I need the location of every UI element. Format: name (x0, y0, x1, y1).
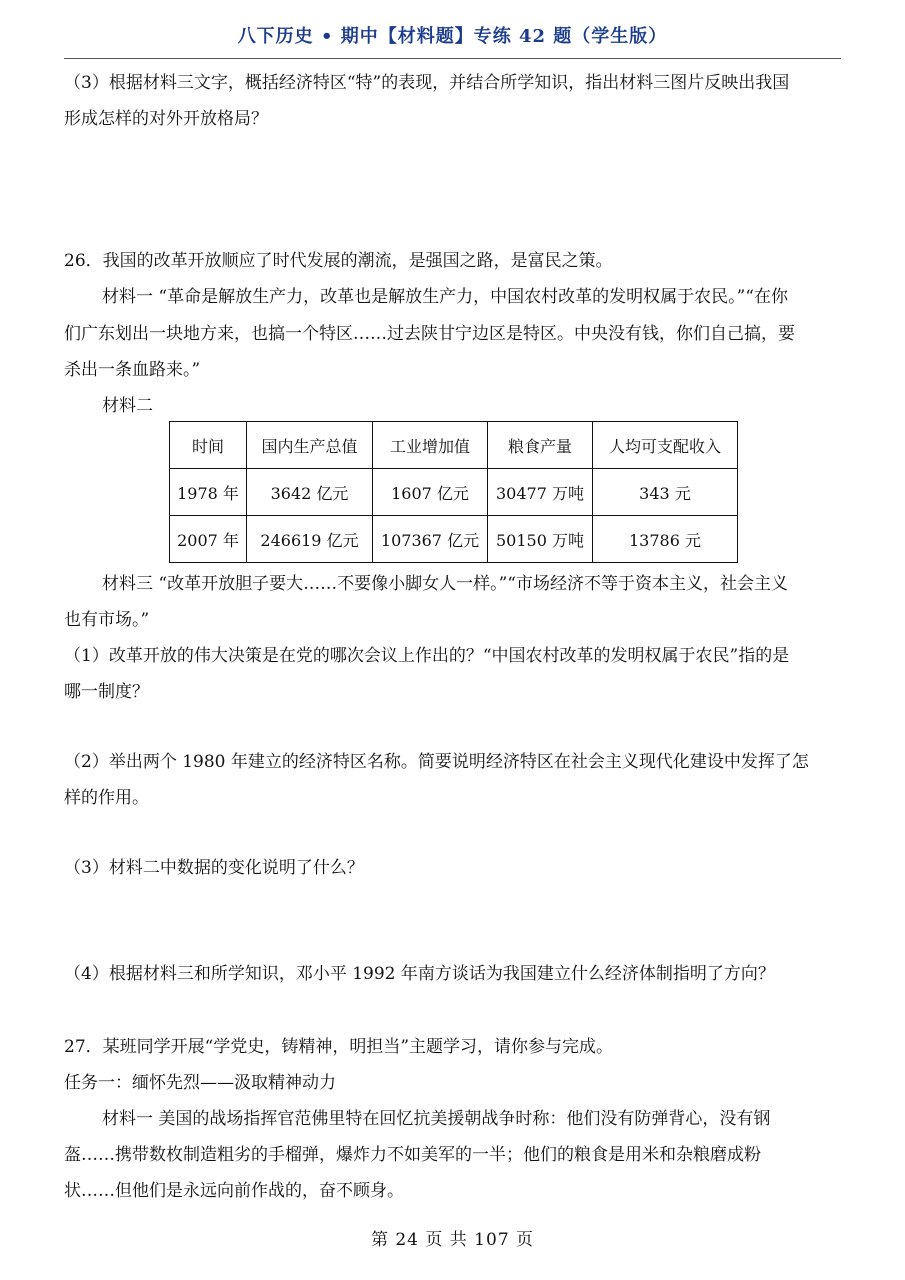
table-header-cell: 人均可支配收入 (593, 422, 738, 469)
table-header-cell: 时间 (170, 422, 247, 469)
table-header-cell: 国内生产总值 (247, 422, 373, 469)
q27-material-1-line-2: 盔……携带数枚制造粗劣的手榴弹，爆炸力不如美军的一半；他们的粮食是用米和杂粮磨成粉 (64, 1145, 761, 1165)
q26-2-line-2: 样的作用。 (64, 788, 149, 808)
q25-3-line-1: （3）根据材料三文字，概括经济特区“特”的表现，并结合所学知识，指出材料三图片反映出我国 (64, 73, 790, 93)
q26-material-1-line-3: 杀出一条血路来。” (64, 360, 201, 380)
q26-material-1-line-1: 材料一 “革命是解放生产力，改革也是解放生产力，中国农村改革的发明权属于农民。”“在你 (102, 287, 788, 307)
table-row (170, 469, 738, 516)
table-cell: 1978 年 (170, 469, 247, 516)
q26-stem: 26．我国的改革开放顺应了时代发展的潮流，是强国之路，是富民之策。 (64, 251, 613, 271)
table-cell: 30477 万吨 (488, 469, 593, 516)
q26-2-line-1: （2）举出两个 1980 年建立的经济特区名称。简要说明经济特区在社会主义现代化建设中发挥了怎 (64, 752, 809, 772)
q26-1-line-1: （1）改革开放的伟大决策是在党的哪次会议上作出的？“中国农村改革的发明权属于农民”指的是 (64, 646, 790, 666)
table-header-cell: 工业增加值 (373, 422, 488, 469)
q26-4: （4）根据材料三和所学知识，邓小平 1992 年南方谈话为我国建立什么经济体制指明了方向？ (64, 964, 775, 984)
q26-material-1-line-2: 们广东划出一块地方来，也搞一个特区……过去陕甘宁边区是特区。中央没有钱，你们自己搞，要 (64, 324, 795, 344)
q26-material-2-label: 材料二 (102, 396, 153, 416)
q25-3-line-2: 形成怎样的对外开放格局？ (64, 109, 268, 129)
table-cell: 13786 元 (593, 516, 738, 563)
table-cell: 343 元 (593, 469, 738, 516)
table-cell: 2007 年 (170, 516, 247, 563)
table-header-cell: 粮食产量 (488, 422, 593, 469)
table-cell: 246619 亿元 (247, 516, 373, 563)
table-cell: 3642 亿元 (247, 469, 373, 516)
table-cell: 107367 亿元 (373, 516, 488, 563)
document-header: 八下历史 • 期中【材料题】专练 42 题（学生版） (237, 26, 668, 47)
q26-1-line-2: 哪一制度？ (64, 682, 149, 702)
q26-material-3-line-2: 也有市场。” (64, 610, 150, 630)
q26-material-3-line-1: 材料三 “改革开放胆子要大……不要像小脚女人一样。”“市场经济不等于资本主义，社会主义 (102, 574, 788, 594)
q27-stem: 27．某班同学开展“学党史，铸精神，明担当”主题学习，请你参与完成。 (64, 1037, 614, 1057)
q27-material-1-line-1: 材料一 美国的战场指挥官范佛里特在回忆抗美援朝战争时称：他们没有防弹背心，没有钢 (102, 1109, 771, 1129)
table-header-row (170, 422, 738, 469)
material-2-table (169, 421, 738, 563)
header-divider (64, 58, 841, 59)
table-cell: 50150 万吨 (488, 516, 593, 563)
table-row (170, 516, 738, 563)
q27-material-1-line-3: 状……但他们是永远向前作战的，奋不顾身。 (64, 1181, 404, 1201)
table-cell: 1607 亿元 (373, 469, 488, 516)
page-number: 第 24 页 共 107 页 (370, 1230, 535, 1250)
q26-3: （3）材料二中数据的变化说明了什么？ (64, 858, 364, 878)
q27-task-1: 任务一：缅怀先烈——汲取精神动力 (64, 1073, 336, 1093)
